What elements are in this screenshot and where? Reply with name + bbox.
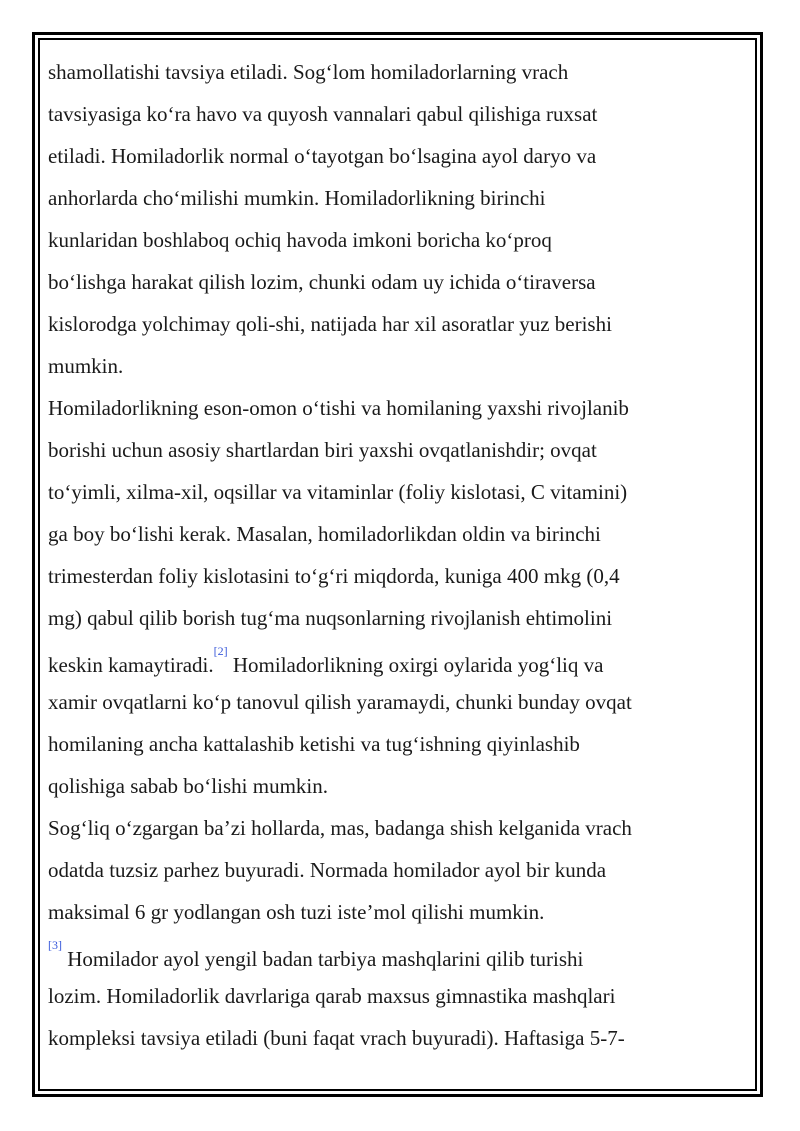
text-line: mumkin. <box>48 354 124 378</box>
text-line: tavsiyasiga ko‘ra havo va quyosh vannalari qabul qilishiga ruxsat <box>48 102 598 126</box>
text-segment: Homilador ayol yengil badan tarbiya mashqlarini qilib turishi <box>62 947 584 971</box>
text-line: kislorodga yolchimay qoli-shi, natijada har xil asoratlar yuz berishi <box>48 312 612 336</box>
text-line: kompleksi tavsiya etiladi (buni faqat vrach buyuradi). Haftasiga 5-7- <box>48 1026 625 1050</box>
text-line: kunlaridan boshlaboq ochiq havoda imkoni boricha ko‘proq <box>48 228 552 252</box>
text-line: borishi uchun asosiy shartlardan biri yaxshi ovqatlanishdir; ovqat <box>48 438 597 462</box>
text-line: anhorlarda cho‘milishi mumkin. Homiladorlikning birinchi <box>48 186 546 210</box>
footnote-ref-2[interactable]: [2] <box>213 644 228 658</box>
text-segment: Homiladorlikning oxirgi oylarida yog‘liq va <box>227 653 604 677</box>
text-line: odatda tuzsiz parhez buyuradi. Normada homilador ayol bir kunda <box>48 858 607 882</box>
text-line <box>48 639 728 681</box>
document-body <box>48 51 728 1059</box>
text-line <box>48 933 728 975</box>
text-line: qolishiga sabab bo‘lishi mumkin. <box>48 774 328 798</box>
text-line: ga boy bo‘lishi kerak. Masalan, homiladorlikdan oldin va birinchi <box>48 522 601 546</box>
text-line: lozim. Homiladorlik davrlariga qarab maxsus gimnastika mashqlari <box>48 984 616 1008</box>
text-line: trimesterdan foliy kislotasini to‘g‘ri miqdorda, kuniga 400 mkg (0,4 <box>48 564 620 588</box>
text-line: maksimal 6 gr yodlangan osh tuzi iste’mol qilishi mumkin. <box>48 900 545 924</box>
text-line: etiladi. Homiladorlik normal o‘tayotgan bo‘lsagina ayol daryo va <box>48 144 597 168</box>
text-segment: keskin kamaytiradi. <box>48 653 214 677</box>
text-line: mg) qabul qilib borish tug‘ma nuqsonlarning rivojlanish ehtimolini <box>48 606 613 630</box>
footnote-ref-3[interactable]: [3] <box>48 938 62 952</box>
text-line: shamollatishi tavsiya etiladi. Sog‘lom homiladorlarning vrach <box>48 60 569 84</box>
text-line: bo‘lishga harakat qilish lozim, chunki odam uy ichida o‘tiraversa <box>48 270 596 294</box>
text-line: Homiladorlikning eson-omon o‘tishi va homilaning yaxshi rivojlanib <box>48 396 629 420</box>
text-line: Sog‘liq o‘zgargan ba’zi hollarda, mas, badanga shish kelganida vrach <box>48 816 632 840</box>
text-line: to‘yimli, xilma-xil, oqsillar va vitaminlar (foliy kislotasi, C vitamini) <box>48 480 628 504</box>
text-line: xamir ovqatlarni ko‘p tanovul qilish yaramaydi, chunki bunday ovqat <box>48 690 632 714</box>
text-line: homilaning ancha kattalashib ketishi va tug‘ishning qiyinlashib <box>48 732 580 756</box>
